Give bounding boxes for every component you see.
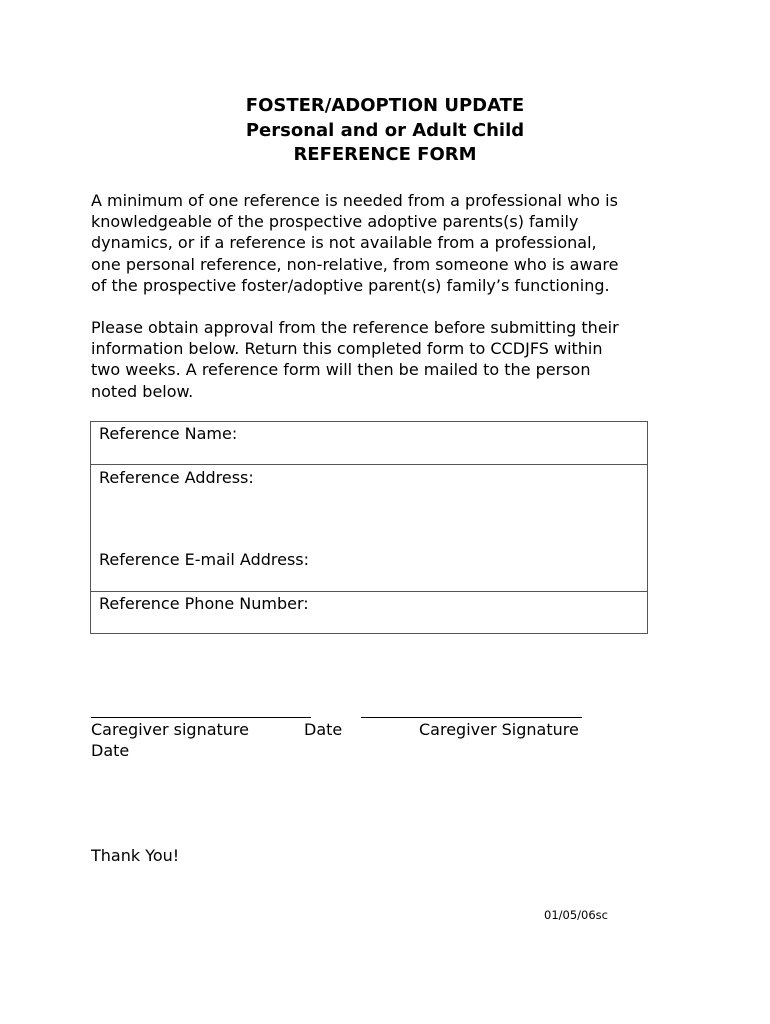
reference-name-label: Reference Name: xyxy=(99,424,238,443)
form-title xyxy=(0,94,770,168)
title-line-3: REFERENCE FORM xyxy=(293,144,477,165)
date-label-1: Date xyxy=(304,720,343,739)
intro-line: of the prospective foster/adoptive parent(s) family’s functioning. xyxy=(91,275,610,295)
caregiver-signature-label-1: Caregiver signature xyxy=(91,720,249,739)
intro-paragraph xyxy=(91,190,691,296)
title-line-1: FOSTER/ADOPTION UPDATE xyxy=(245,95,525,116)
instructions-line: Please obtain approval from the reference before submitting their xyxy=(91,318,619,337)
reference-phone-field[interactable] xyxy=(91,592,647,633)
instructions-line: information below. Return this completed form to CCDJFS within xyxy=(91,339,603,359)
intro-line: knowledgeable of the prospective adoptive parents(s) family xyxy=(91,212,579,232)
caregiver-signature-line-1[interactable] xyxy=(91,717,311,718)
intro-line: dynamics, or if a reference is not available from a professional, xyxy=(91,233,597,253)
form-revision-code: 01/05/06sc xyxy=(544,908,608,922)
instructions-line: noted below. xyxy=(91,381,194,401)
reference-email-label: Reference E-mail Address: xyxy=(99,550,310,569)
intro-line: A minimum of one reference is needed from a professional who is xyxy=(91,191,618,210)
thank-you-text: Thank You! xyxy=(91,846,180,865)
reference-address-label: Reference Address: xyxy=(99,468,254,487)
reference-phone-label: Reference Phone Number: xyxy=(99,594,309,613)
instructions-line: two weeks. A reference form will then be mailed to the person xyxy=(91,360,591,380)
reference-name-field[interactable] xyxy=(91,422,647,465)
caregiver-signature-line-2[interactable] xyxy=(361,717,582,718)
reference-address-field[interactable] xyxy=(91,465,647,592)
instructions-paragraph xyxy=(91,317,691,402)
caregiver-signature-label-2: Caregiver Signature xyxy=(419,720,579,739)
reference-table xyxy=(90,421,648,634)
date-label-2: Date xyxy=(91,741,130,760)
intro-line: one personal reference, non-relative, from someone who is aware xyxy=(91,254,619,274)
title-line-2: Personal and or Adult Child xyxy=(245,119,525,141)
